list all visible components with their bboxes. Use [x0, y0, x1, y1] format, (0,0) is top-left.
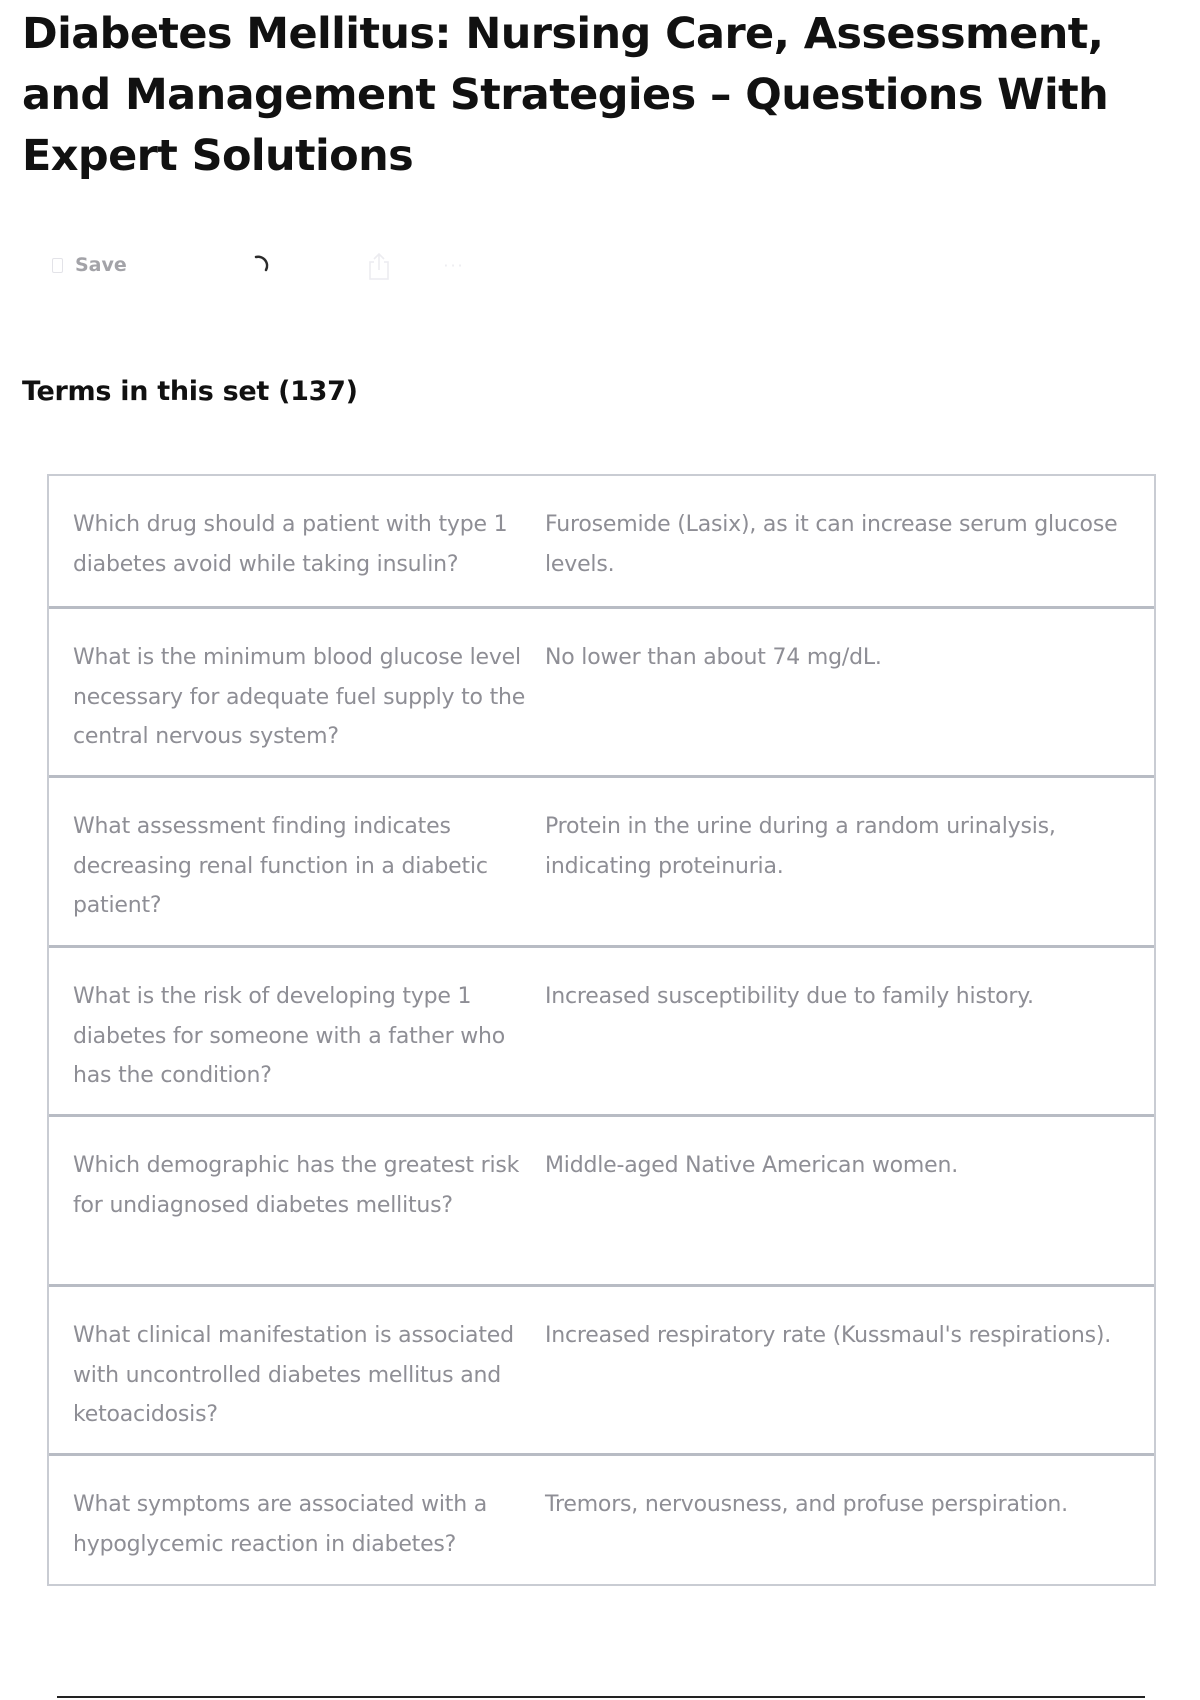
term-answer: No lower than about 74 mg/dL.	[545, 645, 882, 670]
term-question: What is the risk of developing type 1 diabetes for someone with a father who has the condition?	[73, 984, 506, 1088]
term-answer: Protein in the urine during a random urinalysis, indicating proteinuria.	[545, 814, 1056, 879]
bookmark-icon	[52, 258, 63, 273]
term-question: Which drug should a patient with type 1 diabetes avoid while taking insulin?	[73, 512, 508, 577]
term-answer: Furosemide (Lasix), as it can increase serum glucose levels.	[545, 512, 1118, 577]
term-row[interactable]	[49, 476, 1154, 609]
term-row[interactable]	[49, 609, 1154, 778]
term-answer: Increased susceptibility due to family history.	[545, 984, 1034, 1009]
more-icon: ···	[443, 256, 465, 275]
term-answer: Middle-aged Native American women.	[545, 1153, 959, 1178]
term-question: What clinical manifestation is associated with uncontrolled diabetes mellitus and ketoacidosis?	[73, 1323, 514, 1427]
term-row[interactable]	[49, 1287, 1154, 1456]
page-title: Diabetes Mellitus: Nursing Care, Assessment, and Management Strategies – Questions With Expert Solutions	[22, 9, 1109, 181]
term-question: What is the minimum blood glucose level necessary for adequate fuel supply to the central nervous system?	[73, 645, 526, 749]
save-label: Save	[75, 254, 127, 276]
terms-heading: Terms in this set (137)	[22, 376, 358, 407]
terms-table	[47, 474, 1156, 1586]
share-icon	[364, 250, 394, 282]
toolbar	[52, 248, 512, 284]
footer-divider	[57, 1696, 1145, 1698]
share-button[interactable]	[364, 250, 394, 282]
term-row[interactable]	[49, 948, 1154, 1117]
more-button[interactable]	[436, 250, 472, 282]
term-question: Which demographic has the greatest risk for undiagnosed diabetes mellitus?	[73, 1153, 520, 1218]
term-row[interactable]	[49, 1456, 1154, 1584]
term-answer: Tremors, nervousness, and profuse perspiration.	[545, 1492, 1068, 1517]
term-answer: Increased respiratory rate (Kussmaul's respirations).	[545, 1323, 1112, 1348]
spinner-icon	[242, 248, 278, 284]
term-row[interactable]	[49, 1117, 1154, 1287]
term-row[interactable]	[49, 778, 1154, 948]
term-question: What symptoms are associated with a hypoglycemic reaction in diabetes?	[73, 1492, 488, 1557]
save-button[interactable]	[52, 254, 127, 276]
term-question: What assessment finding indicates decreasing renal function in a diabetic patient?	[73, 814, 488, 918]
